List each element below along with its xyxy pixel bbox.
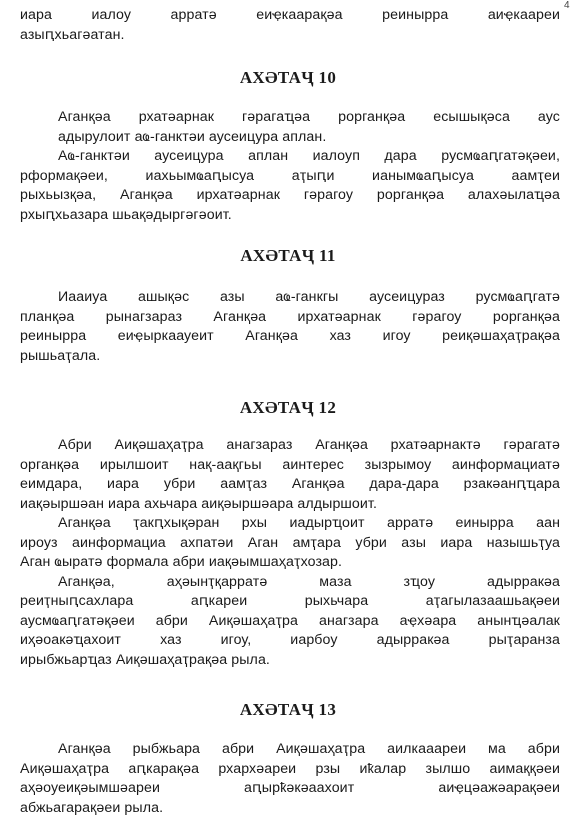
text-line: адырулоит аҩ-ганктәи аусеицура аплан. — [58, 128, 327, 145]
article-11-body — [20, 288, 560, 366]
intro-paragraph — [20, 6, 560, 45]
text-line: реинырра еиҿыркаауеит Аганқәа хаз игоу реиқәшаҳаҭрақәа — [20, 328, 560, 344]
text-line: ирыбжьарҵаз Аиқәшаҳаҭрақәа рыла. — [20, 651, 270, 668]
text-line: еимдара, иара убри аамҭаз Аганқәа дара-дара рзакәанԥҵара — [20, 476, 560, 492]
text-line: иҳәоакәҵахоит хаз игоу, иарбоу адырракәа рыҭаранза — [20, 632, 560, 648]
text-line: аусмҩаԥгатәқәеи абри Аиқәшаҳаҭра анагзара аҿхәара анынҵәалак — [20, 612, 560, 629]
text-line: Аган ҩыратә формала абри иақәымшаҳаҭхозар. — [20, 554, 343, 570]
text-line: Аиқәшаҳаҭра аԥкарақәа рхархәареи рзы иҟалар зылшо аимаққәеи — [20, 760, 560, 777]
page-mark: 4 — [564, 0, 570, 11]
text-line: Аганқәа ҭакԥхықәран рхы иадырҵоит арратә еинырра аан — [58, 515, 560, 531]
text-line: Аганқәа, аҳәынҭқарратә маза зҵоу адырракәа — [58, 573, 560, 590]
text-line: иара иалоу арратә еиҿкаарақәа реинырра аиҿкаареи — [20, 7, 560, 23]
text-line: азыԥхьагәатан. — [20, 26, 125, 43]
text-line: Аҩ-ганктәи аусеицура аплан иалоуп дара русмҩаԥгатәқәеи, — [58, 148, 560, 164]
article-12-heading: АХӘТАҶ 12 — [239, 398, 337, 417]
text-line: органқәа ирылшоит нақ-аақгьы аинтерес зызрымоу аинформациатә — [20, 456, 560, 473]
text-line: иақәыршәан иара ахьчара аиқәыршәара алдыршоит. — [20, 495, 377, 512]
text-line: рхыԥхьазара шьақәдыргәгәоит. — [20, 206, 232, 223]
text-line: ироуз аинформациа ахпатәи Аган амҭара убри азы иара назышьҭуа — [20, 534, 560, 551]
text-line: аҳәоуеиқәымшәареи аԥырҟәкәаахоит аиҿцәажәарақәеи — [20, 780, 560, 796]
text-line: абжьагарақәеи рыла. — [20, 799, 164, 816]
article-10-body — [20, 108, 560, 225]
article-10-heading: АХӘТАҶ 10 — [239, 68, 337, 87]
article-13-body — [20, 740, 560, 818]
text-line: рышьаҭала. — [20, 347, 101, 364]
text-line: планқәа рынагзараз Аганқәа ирхатәарнак гәрагоу рорганқәа — [20, 308, 560, 325]
article-13-heading: АХӘТАҶ 13 — [239, 700, 337, 719]
article-12-body — [20, 436, 560, 670]
text-line: Иааиуа ашықәс азы аҩ-ганкгы аусеицураз русмҩаԥгатә — [58, 289, 560, 305]
text-line: Абри Аиқәшаҳаҭра анагзараз Аганқәа рхатәарнактә гәрагатә — [58, 437, 560, 453]
text-line: рыхьызқәа, Аганқәа ирхатәарнак гәрагоу рорганқәа алахәылаҵәа — [20, 187, 560, 203]
text-line: реиҭныԥсахлара аԥкареи рыхьчара аҭагылазаашьақәеи — [20, 593, 560, 609]
article-11-heading: АХӘТАҶ 11 — [240, 246, 336, 265]
text-line: рформақәеи, иахьымҩаԥысуа аҭыԥи ианымҩаԥысуа аамҭеи — [20, 167, 560, 184]
text-line: Аганқәа рхатәарнак гәрагаҵәа рорганқәа есышықәса аус — [58, 109, 560, 125]
text-line: Аганқәа рыбжьара абри Аиқәшаҳаҭра аилкааареи ма абри — [58, 741, 560, 757]
